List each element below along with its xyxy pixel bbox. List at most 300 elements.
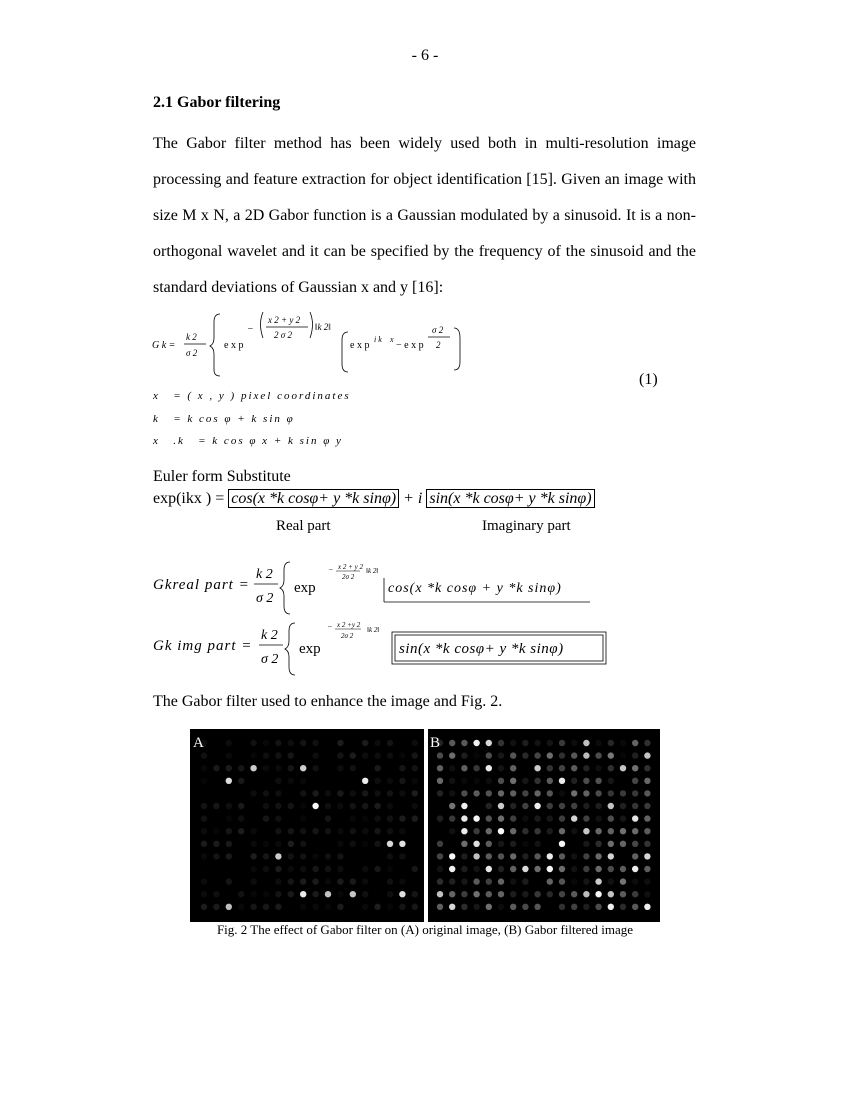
spot bbox=[608, 765, 614, 771]
euler-equation bbox=[153, 490, 595, 508]
spot bbox=[275, 752, 281, 758]
spot bbox=[534, 853, 540, 859]
spot bbox=[644, 904, 650, 910]
spot bbox=[263, 891, 269, 897]
spot bbox=[350, 841, 356, 847]
spot bbox=[263, 790, 269, 796]
spot bbox=[534, 828, 540, 834]
spot bbox=[498, 778, 504, 784]
spot bbox=[300, 778, 306, 784]
spot bbox=[337, 828, 343, 834]
spot bbox=[595, 904, 601, 910]
spot bbox=[510, 803, 516, 809]
gk-real-sup-num: x 2 + y 2 bbox=[338, 563, 363, 571]
para-line-1: The Gabor filter method has been widely used both in multi-resolution image bbox=[153, 135, 696, 152]
spot bbox=[412, 790, 418, 796]
spot bbox=[325, 853, 331, 859]
spot bbox=[583, 841, 589, 847]
spot bbox=[498, 828, 504, 834]
spot bbox=[238, 891, 244, 897]
spot bbox=[412, 778, 418, 784]
spot bbox=[399, 828, 405, 834]
spot bbox=[201, 904, 207, 910]
spot bbox=[374, 778, 380, 784]
spot bbox=[325, 904, 331, 910]
gk-img-body: sin(x *k cosφ+ y *k sinφ) bbox=[399, 641, 564, 657]
spot bbox=[522, 853, 528, 859]
spot bbox=[632, 841, 638, 847]
spot bbox=[437, 765, 443, 771]
spot bbox=[473, 740, 479, 746]
spot bbox=[387, 790, 393, 796]
body-paragraph bbox=[153, 126, 696, 306]
spot bbox=[412, 765, 418, 771]
spot bbox=[644, 778, 650, 784]
spot bbox=[559, 891, 565, 897]
spot bbox=[632, 891, 638, 897]
spot bbox=[644, 752, 650, 758]
spot bbox=[510, 904, 516, 910]
section-heading: 2.1 Gabor filtering bbox=[153, 94, 281, 111]
spot bbox=[300, 853, 306, 859]
spot bbox=[473, 841, 479, 847]
spot bbox=[300, 866, 306, 872]
para-line-3: size M x N, a 2D Gabor function is a Gaussian modulated by a sinusoid. It is a non- bbox=[153, 207, 696, 224]
spot bbox=[583, 803, 589, 809]
spot bbox=[387, 778, 393, 784]
spot bbox=[201, 841, 207, 847]
spot bbox=[583, 828, 589, 834]
spot bbox=[437, 904, 443, 910]
spot bbox=[498, 904, 504, 910]
spot bbox=[595, 765, 601, 771]
spot bbox=[300, 878, 306, 884]
spot bbox=[620, 752, 626, 758]
spot bbox=[620, 815, 626, 821]
spot bbox=[498, 878, 504, 884]
spot bbox=[498, 803, 504, 809]
spot bbox=[608, 904, 614, 910]
spot bbox=[399, 790, 405, 796]
spot bbox=[201, 891, 207, 897]
spot bbox=[226, 853, 232, 859]
spot bbox=[632, 778, 638, 784]
spot bbox=[595, 853, 601, 859]
figure-images bbox=[190, 729, 660, 922]
spot bbox=[473, 790, 479, 796]
spot bbox=[583, 891, 589, 897]
def-line-1: x⃗ = ( x , y ) pixel coordinates bbox=[153, 390, 351, 402]
spot bbox=[632, 740, 638, 746]
spot bbox=[449, 740, 455, 746]
spot bbox=[437, 752, 443, 758]
spot bbox=[608, 891, 614, 897]
spot bbox=[399, 752, 405, 758]
spot bbox=[275, 904, 281, 910]
spot bbox=[387, 891, 393, 897]
spot bbox=[595, 752, 601, 758]
spot bbox=[461, 803, 467, 809]
gk-img-sup-k: ‖k 2‖ bbox=[367, 626, 380, 634]
spot bbox=[644, 853, 650, 859]
spot bbox=[263, 904, 269, 910]
spot bbox=[547, 765, 553, 771]
spot bbox=[571, 878, 577, 884]
spot bbox=[486, 891, 492, 897]
spot bbox=[498, 740, 504, 746]
spot bbox=[449, 778, 455, 784]
spot bbox=[226, 778, 232, 784]
spot bbox=[226, 828, 232, 834]
spot bbox=[571, 752, 577, 758]
euler-imag-box: sin(x *k cosφ+ y *k sinφ) bbox=[426, 489, 594, 508]
spot bbox=[288, 752, 294, 758]
spot bbox=[608, 815, 614, 821]
spot bbox=[399, 853, 405, 859]
spot bbox=[312, 904, 318, 910]
spot bbox=[522, 752, 528, 758]
spot bbox=[337, 752, 343, 758]
spot bbox=[362, 740, 368, 746]
spot bbox=[644, 790, 650, 796]
spot bbox=[238, 778, 244, 784]
spot bbox=[312, 803, 318, 809]
spot bbox=[486, 752, 492, 758]
spot bbox=[437, 790, 443, 796]
spot bbox=[473, 866, 479, 872]
spot bbox=[473, 891, 479, 897]
spot bbox=[437, 853, 443, 859]
spot bbox=[547, 866, 553, 872]
spot bbox=[510, 853, 516, 859]
spot bbox=[250, 904, 256, 910]
spot bbox=[300, 841, 306, 847]
spot bbox=[263, 853, 269, 859]
gabor-equation bbox=[150, 308, 480, 378]
spot bbox=[213, 803, 219, 809]
spot bbox=[201, 828, 207, 834]
spot bbox=[498, 765, 504, 771]
spot bbox=[350, 878, 356, 884]
para-line-2: processing and feature extraction for object identification [15]. Given an image with bbox=[153, 171, 696, 188]
eq-minus: − bbox=[247, 324, 254, 335]
spot bbox=[288, 878, 294, 884]
spot bbox=[312, 878, 318, 884]
spot bbox=[300, 790, 306, 796]
spot bbox=[559, 904, 565, 910]
spot bbox=[510, 866, 516, 872]
spot bbox=[620, 891, 626, 897]
spot bbox=[571, 891, 577, 897]
spot bbox=[275, 790, 281, 796]
spot bbox=[534, 815, 540, 821]
spot bbox=[595, 841, 601, 847]
spot bbox=[362, 828, 368, 834]
figure-caption: Fig. 2 The effect of Gabor filter on (A) original image, (B) Gabor filtered image bbox=[216, 922, 634, 937]
spot bbox=[226, 815, 232, 821]
spot bbox=[595, 790, 601, 796]
spot bbox=[362, 866, 368, 872]
spot bbox=[608, 803, 614, 809]
spot bbox=[486, 866, 492, 872]
euler-lhs: exp(ikx ) = bbox=[153, 490, 225, 507]
spot bbox=[250, 891, 256, 897]
spot bbox=[362, 891, 368, 897]
spot bbox=[387, 878, 393, 884]
spot bbox=[620, 878, 626, 884]
spot bbox=[201, 765, 207, 771]
spot bbox=[510, 778, 516, 784]
spot bbox=[374, 828, 380, 834]
spot bbox=[547, 815, 553, 821]
spot bbox=[461, 765, 467, 771]
spot bbox=[387, 853, 393, 859]
spot bbox=[547, 853, 553, 859]
eq-frac-den: σ 2 bbox=[186, 348, 198, 358]
spot bbox=[522, 866, 528, 872]
spot bbox=[387, 740, 393, 746]
spot bbox=[498, 866, 504, 872]
spot bbox=[263, 841, 269, 847]
gk-real-body: cos(x *k cosφ + y *k sinφ) bbox=[388, 581, 562, 596]
spot bbox=[288, 740, 294, 746]
page-number: - 6 - bbox=[411, 47, 439, 64]
spot bbox=[275, 778, 281, 784]
spot bbox=[437, 778, 443, 784]
spot bbox=[461, 904, 467, 910]
spot bbox=[275, 866, 281, 872]
spot bbox=[559, 853, 565, 859]
eq-lhs: G k = bbox=[152, 340, 176, 351]
spot bbox=[608, 841, 614, 847]
spot bbox=[559, 841, 565, 847]
imaginary-part-label: Imaginary part bbox=[482, 518, 571, 534]
spot bbox=[534, 740, 540, 746]
spot bbox=[583, 904, 589, 910]
spot bbox=[547, 778, 553, 784]
spot bbox=[595, 828, 601, 834]
spot bbox=[337, 866, 343, 872]
spot bbox=[312, 740, 318, 746]
spot bbox=[350, 765, 356, 771]
spot bbox=[449, 878, 455, 884]
spot bbox=[644, 878, 650, 884]
spot bbox=[559, 752, 565, 758]
spot bbox=[559, 778, 565, 784]
spot bbox=[510, 878, 516, 884]
spot bbox=[510, 828, 516, 834]
spot bbox=[461, 841, 467, 847]
spot bbox=[595, 815, 601, 821]
spot bbox=[522, 841, 528, 847]
spot bbox=[337, 803, 343, 809]
spot bbox=[201, 778, 207, 784]
spot bbox=[213, 841, 219, 847]
spot bbox=[250, 853, 256, 859]
spot bbox=[350, 891, 356, 897]
gk-img-exp: exp bbox=[299, 641, 321, 657]
spot bbox=[337, 841, 343, 847]
spot bbox=[238, 765, 244, 771]
spot bbox=[534, 752, 540, 758]
spot bbox=[473, 904, 479, 910]
spot bbox=[387, 904, 393, 910]
spot bbox=[547, 740, 553, 746]
spot bbox=[226, 803, 232, 809]
spot bbox=[461, 740, 467, 746]
gk-real-sup-den: 2σ 2 bbox=[342, 573, 355, 581]
spot bbox=[387, 866, 393, 872]
gk-img-sup-den: 2σ 2 bbox=[341, 632, 354, 640]
gk-img-lhs: Gk img part = bbox=[153, 638, 253, 654]
spot bbox=[534, 765, 540, 771]
eq-ikx: i k⃗ x⃗ bbox=[374, 335, 400, 344]
spot bbox=[337, 765, 343, 771]
spot bbox=[449, 891, 455, 897]
spot bbox=[300, 815, 306, 821]
gk-real-den: σ 2 bbox=[256, 591, 274, 606]
spot bbox=[559, 866, 565, 872]
spot bbox=[362, 803, 368, 809]
spot bbox=[275, 878, 281, 884]
spot bbox=[620, 803, 626, 809]
spot bbox=[534, 778, 540, 784]
spot bbox=[449, 853, 455, 859]
spot bbox=[559, 765, 565, 771]
spot bbox=[486, 828, 492, 834]
spot bbox=[510, 841, 516, 847]
spot bbox=[226, 752, 232, 758]
spot bbox=[250, 765, 256, 771]
spot bbox=[522, 878, 528, 884]
spot bbox=[362, 841, 368, 847]
panel-a-label: A bbox=[193, 735, 204, 751]
spot bbox=[547, 828, 553, 834]
spot bbox=[412, 803, 418, 809]
spot bbox=[583, 752, 589, 758]
spot bbox=[583, 853, 589, 859]
spot bbox=[362, 752, 368, 758]
spot bbox=[312, 891, 318, 897]
spot bbox=[374, 803, 380, 809]
spot bbox=[275, 815, 281, 821]
spot bbox=[547, 790, 553, 796]
spot bbox=[595, 740, 601, 746]
spot bbox=[620, 765, 626, 771]
spot bbox=[226, 740, 232, 746]
spot bbox=[387, 841, 393, 847]
spot bbox=[461, 878, 467, 884]
para-line-4: orthogonal wavelet and it can be specified by the frequency of the sinusoid and the bbox=[153, 243, 696, 260]
spot bbox=[522, 778, 528, 784]
spot bbox=[325, 790, 331, 796]
spot bbox=[571, 790, 577, 796]
spot bbox=[473, 778, 479, 784]
spot bbox=[250, 828, 256, 834]
spot bbox=[399, 765, 405, 771]
spot bbox=[325, 866, 331, 872]
spot bbox=[595, 866, 601, 872]
spot bbox=[374, 790, 380, 796]
equation-number: (1) bbox=[639, 371, 658, 388]
spot bbox=[644, 765, 650, 771]
spot bbox=[632, 878, 638, 884]
gk-img-num: k 2 bbox=[261, 628, 278, 643]
spot bbox=[559, 740, 565, 746]
spot bbox=[238, 904, 244, 910]
spot bbox=[559, 815, 565, 821]
spot bbox=[632, 904, 638, 910]
spot bbox=[300, 904, 306, 910]
spot bbox=[362, 878, 368, 884]
spot bbox=[250, 790, 256, 796]
spot bbox=[632, 790, 638, 796]
spot bbox=[473, 853, 479, 859]
spot bbox=[263, 815, 269, 821]
spot bbox=[510, 891, 516, 897]
spot bbox=[571, 853, 577, 859]
spot bbox=[534, 841, 540, 847]
spot bbox=[571, 740, 577, 746]
spot bbox=[250, 878, 256, 884]
spot bbox=[213, 765, 219, 771]
spot bbox=[449, 815, 455, 821]
spot bbox=[571, 904, 577, 910]
spot bbox=[571, 828, 577, 834]
spot bbox=[263, 765, 269, 771]
spot bbox=[583, 778, 589, 784]
spot bbox=[644, 803, 650, 809]
spot bbox=[374, 866, 380, 872]
spot bbox=[644, 815, 650, 821]
eq-frac-num: k 2 bbox=[186, 332, 197, 342]
spot bbox=[350, 752, 356, 758]
spot bbox=[461, 752, 467, 758]
spot bbox=[437, 866, 443, 872]
spot bbox=[608, 740, 614, 746]
spot bbox=[486, 878, 492, 884]
spot bbox=[608, 853, 614, 859]
gk-img-equation bbox=[255, 619, 615, 677]
spot bbox=[608, 790, 614, 796]
spot bbox=[449, 803, 455, 809]
spot bbox=[312, 790, 318, 796]
figure-2 bbox=[190, 729, 660, 922]
spot bbox=[547, 891, 553, 897]
spot bbox=[571, 803, 577, 809]
spot bbox=[571, 765, 577, 771]
spot bbox=[288, 828, 294, 834]
spot bbox=[412, 866, 418, 872]
spot bbox=[288, 841, 294, 847]
spot bbox=[595, 878, 601, 884]
spot bbox=[608, 866, 614, 872]
gk-real-equation bbox=[250, 558, 595, 616]
spot bbox=[632, 803, 638, 809]
spot bbox=[263, 740, 269, 746]
spot bbox=[473, 828, 479, 834]
spot bbox=[275, 853, 281, 859]
spot bbox=[337, 853, 343, 859]
para-line-5: standard deviations of Gaussian x and y [16]: bbox=[153, 279, 444, 296]
spot bbox=[583, 815, 589, 821]
spot bbox=[583, 866, 589, 872]
spot bbox=[449, 904, 455, 910]
spot bbox=[461, 790, 467, 796]
spot bbox=[449, 752, 455, 758]
spot bbox=[337, 740, 343, 746]
spot bbox=[288, 866, 294, 872]
